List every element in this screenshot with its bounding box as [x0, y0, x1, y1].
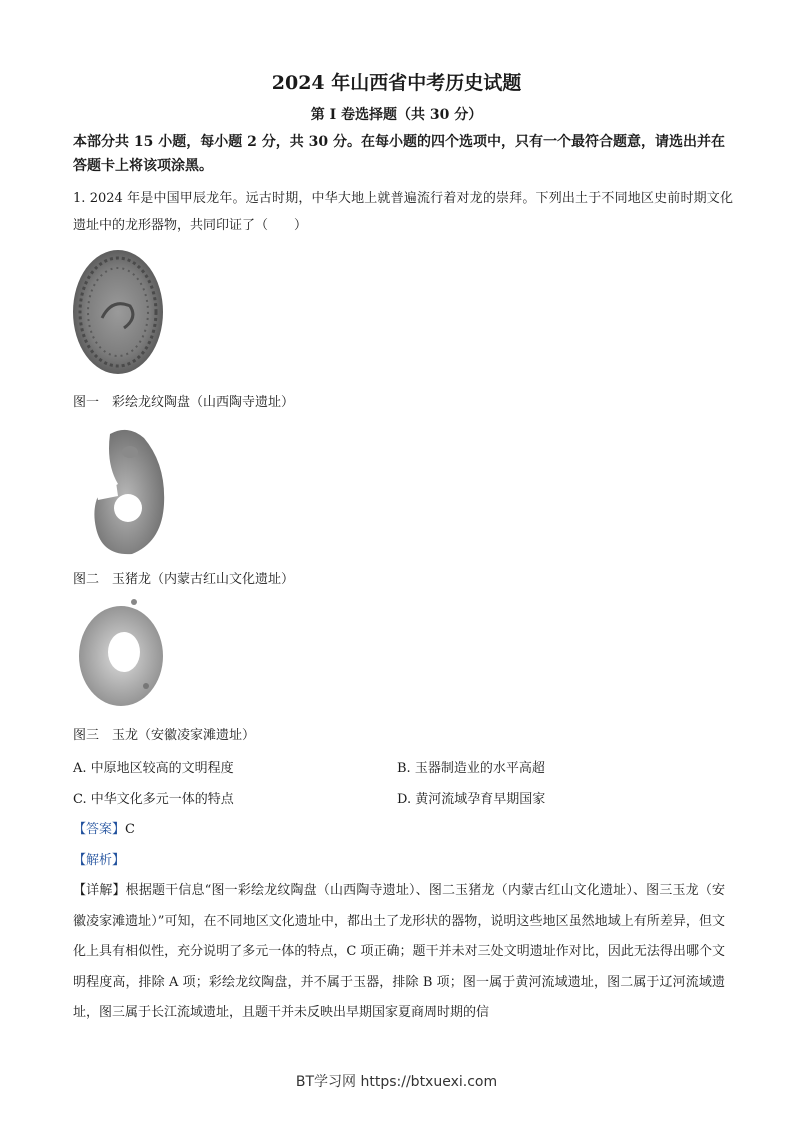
detail-paragraph [73, 876, 725, 1029]
figure-1-caption: 图一 彩绘龙纹陶盘（山西陶寺遗址） [73, 395, 295, 410]
section-subtitle: 第 I 卷选择题（共 30 分） [310, 107, 483, 123]
question-1-stem: 1. 2024 年是中国甲辰龙年。远古时期，中华大地上就普遍流行着对龙的崇拜。下列出土于不同地区史前时期文化遗址中的龙形器物，共同印证了（ ） [73, 191, 733, 233]
figure-3-caption: 图三 玉龙（安徽凌家滩遗址） [73, 728, 256, 743]
answer-line [73, 818, 135, 837]
answer-value: C [125, 822, 135, 837]
answer-label: 【答案】 [73, 822, 126, 837]
page-footer: BT学习网 https://btxuexi.com [295, 1074, 498, 1090]
option-c: C. 中华文化多元一体的特点 [73, 792, 234, 807]
painted-dragon-plate-image [72, 248, 164, 376]
detail-label: 【详解】 [73, 883, 126, 898]
option-a: A. 中原地区较高的文明程度 [73, 761, 234, 776]
option-d: D. 黄河流域孕育早期国家 [397, 792, 546, 807]
figure-2-caption: 图二 玉猪龙（内蒙古红山文化遗址） [73, 572, 295, 587]
analysis-line [73, 849, 125, 868]
page-title: 2024 年山西省中考历史试题 [271, 72, 522, 94]
section-instructions: 本部分共 15 小题，每小题 2 分，共 30 分。在每小题的四个选项中，只有一个最符合题意，请选出并在答题卡上将该项涂黑。 [73, 134, 725, 174]
analysis-label: 【解析】 [73, 853, 126, 868]
jade-pig-dragon-image [88, 424, 168, 558]
option-b: B. 玉器制造业的水平高超 [397, 761, 545, 776]
detail-text: 根据题干信息“图一彩绘龙纹陶盘（山西陶寺遗址）、图二玉猪龙（内蒙古红山文化遗址）、图三玉龙（安徽凌家滩遗址）”可知，在不同地区文化遗址中，都出土了龙形状的器物，说明这些地区虽然地域上有所差异，但文化上具有相似性，充分说明了多元一体的特点，C 项正确；题干并未对三处文明遗址作对比，因此无法得出哪个文明程度高，排除 A 项；彩绘龙纹陶盘，并不属于玉器，排除 B 项；图一属于黄河流域遗址，图二属于辽河流域遗址，图三属于长江流域遗址，且题干并未反映出早期国家夏商周时期的信 [73, 883, 725, 1020]
jade-dragon-ring-image [74, 596, 168, 710]
